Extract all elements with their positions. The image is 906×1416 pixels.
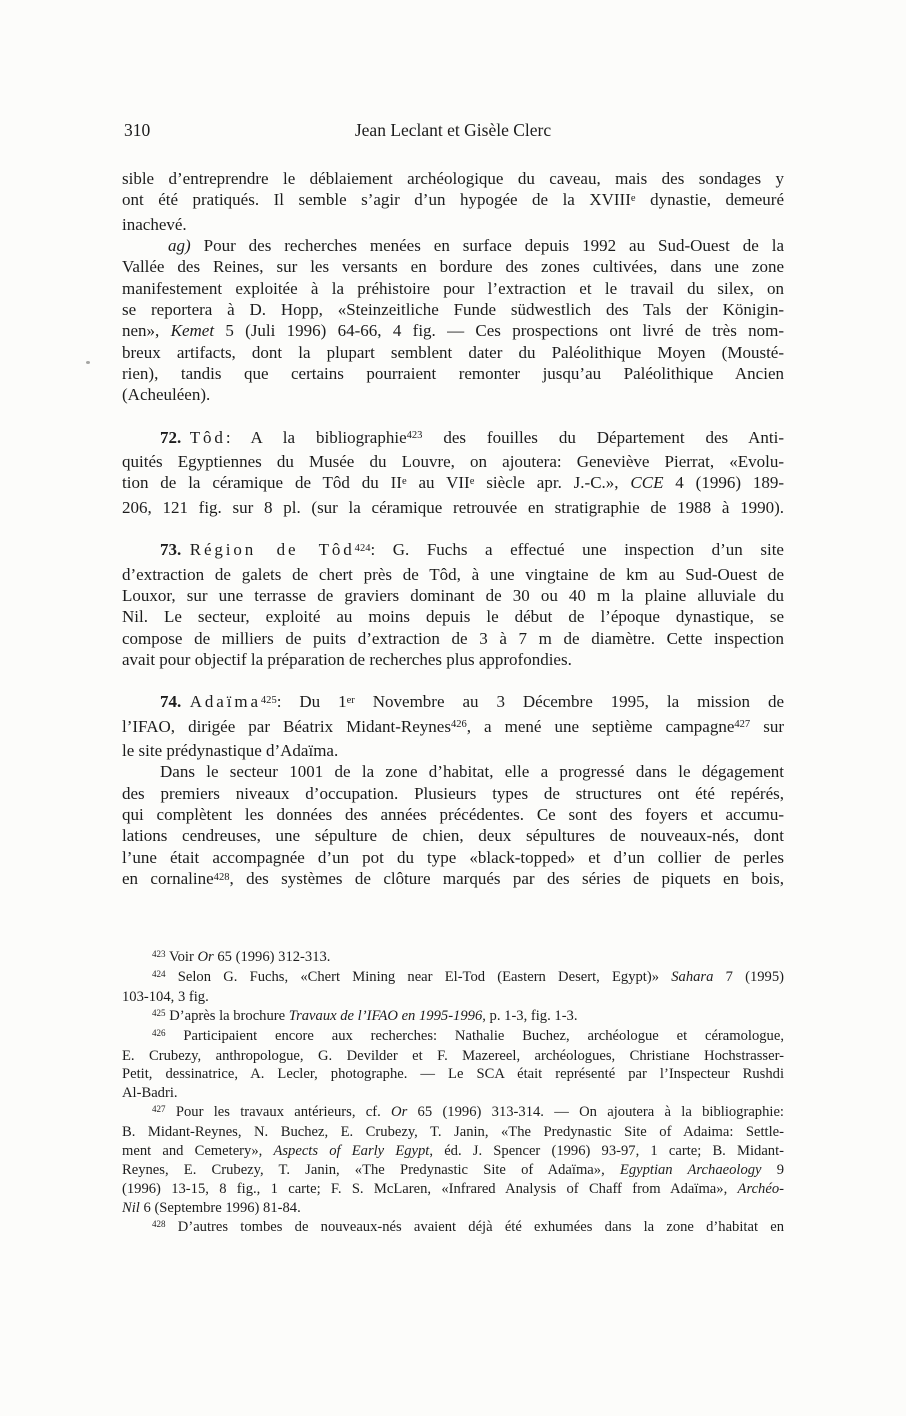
text-line: $^{427}$ Pour les travaux antérieurs, cf. Or 65 (1996) 313-314. — On ajoutera à la bibliographie: <box>152 1104 784 1121</box>
text-line: ment and Cemetery», Aspects of Early Egypt, éd. J. Spencer (1996) 93-97, 1 carte; B. Midant- <box>122 1143 785 1160</box>
text-line: manifestement exploitée à la préhistoire pour l’extraction et le travail du silex, on <box>122 278 784 298</box>
text-line: Petit, dessinatrice, A. Lecler, photographe. — Le SCA était représenté par l’Inspecteur Rushdi <box>122 1066 784 1083</box>
text-line: (1996) 13-15, 8 fig., 1 carte; F. S. McLaren, «Infrared Analysis of Chaff from Adaïma», Archéo- <box>122 1180 784 1197</box>
running-title: Jean Leclant et Gisèle Clerc <box>354 120 552 140</box>
text-line: des premiers niveaux d’occupation. Plusieurs types de structures ont été repérés, <box>122 783 784 803</box>
text-line: ont été pratiqués. Il semble s’agir d’un hypogée de la XVIIIe dynastie, demeuré <box>122 190 784 210</box>
paragraph-ag <box>122 235 784 406</box>
footnote-423 <box>122 948 784 968</box>
text-line: 73. Région de Tôd$^{424}$: G. Fuchs a effectué une inspection d’un site <box>160 540 784 560</box>
footnotes-block <box>122 948 784 1238</box>
text-line: d’extraction de galets de chert près de Tôd, à une vingtaine de km au Sud-Ouest de <box>122 564 784 584</box>
text-line: 206, 121 fig. sur 8 pl. (sur la céramique retrouvée en stratigraphie de 1988 à 1990). <box>122 497 784 517</box>
text-line: Dans le secteur 1001 de la zone d’habitat, elle a progressé dans le dégagement <box>160 762 784 782</box>
text-line: Al-Badri. <box>122 1085 178 1102</box>
footnote-427 <box>122 1103 784 1217</box>
footnote-426 <box>122 1027 784 1104</box>
text-line: $^{426}$ Participaient encore aux recherches: Nathalie Buchez, archéologue et céramologue, <box>152 1027 784 1044</box>
text-line: rien), tandis que certains pourraient remonter jusqu’au Paléolithique Ancien <box>122 364 784 384</box>
text-line: Nil 6 (Septembre 1996) 81-84. <box>122 1199 301 1216</box>
text-line: qui complètent les données des années précédentes. Ce sont des foyers et accumu- <box>122 804 784 824</box>
text-line: se reportera à D. Hopp, «Steinzeitliche Funde südwestlich des Tals der Königin- <box>122 300 784 320</box>
section-74 <box>122 691 784 761</box>
text-line: $^{428}$ D’autres tombes de nouveaux-nés avaient déjà été exhumées dans la zone d’habitat en <box>152 1218 784 1235</box>
text-line: avait pour objectif la préparation de recherches plus approfondies. <box>122 649 572 669</box>
text-line: le site prédynastique d’Adaïma. <box>122 740 339 760</box>
text-line: Louxor, sur une terrasse de graviers dominant de 30 ou 40 m la plaine alluviale du <box>122 585 784 605</box>
text-line: tion de la céramique de Tôd du IIe au VIIe siècle apr. J.-C.», CCE 4 (1996) 189- <box>122 473 784 493</box>
footnote-428 <box>122 1218 784 1238</box>
text-line: Nil. Le secteur, exploité au moins depuis le début de l’époque dynastique, se <box>122 607 784 627</box>
footnote-424 <box>122 968 784 1007</box>
text-line: inachevé. <box>122 214 187 234</box>
section-72 <box>122 427 784 518</box>
text-line: quités Egyptiennes du Musée du Louvre, on ajoutera: Geneviève Pierrat, «Evolu- <box>122 452 784 472</box>
text-line: l’IFAO, dirigée par Béatrix Midant-Reynes$^{426}$, a mené une septième campagne$^{427}$ sur <box>122 716 784 736</box>
text-line: $^{424}$ Selon G. Fuchs, «Chert Mining near El-Tod (Eastern Desert, Egypt)» Sahara 7 (1995) <box>152 968 784 985</box>
text-line: (Acheuléen). <box>122 385 211 405</box>
paragraph-continuation <box>122 168 784 235</box>
text-line: l’une était accompagnée d’un pot du type «black-topped» et d’un collier de perles <box>122 847 784 867</box>
running-header <box>122 120 784 141</box>
text-line: lations cendreuses, une sépulture de chien, deux sépultures de nouveaux-nés, dont <box>122 826 784 846</box>
text-line: en cornaline$^{428}$, des systèmes de clôture marqués par des séries de piquets en bois, <box>122 868 784 888</box>
text-line: breux artifacts, dont la plupart semblent dater du Paléolithique Moyen (Mousté- <box>122 342 784 362</box>
section-73 <box>122 539 784 670</box>
text-line: 74. Adaïma$^{425}$: Du 1er Novembre au 3 Décembre 1995, la mission de <box>160 692 785 712</box>
text-line: nen», Kemet 5 (Juli 1996) 64-66, 4 fig. — Ces prospections ont livré de très nom- <box>122 321 785 341</box>
text-line: Reynes, E. Crubezy, T. Janin, «The Predynastic Site of Adaïma», Egyptian Archaeology 9 <box>122 1161 784 1178</box>
footnote-425 <box>122 1007 784 1027</box>
text-line: $^{425}$ D’après la brochure Travaux de l’IFAO en 1995-1996, p. 1-3, fig. 1-3. <box>152 1007 578 1024</box>
body-text-block <box>122 168 784 892</box>
scan-speck-artifact <box>86 361 90 364</box>
text-line: compose de milliers de puits d’extraction de 3 à 7 m de diamètre. Cette inspection <box>122 628 784 648</box>
text-line: 103-104, 3 fig. <box>122 988 209 1005</box>
text-line: $^{423}$ Voir Or 65 (1996) 312-313. <box>152 949 331 965</box>
paragraph-sector-1001 <box>122 761 784 892</box>
text-line: sible d’entreprendre le déblaiement archéologique du caveau, mais des sondages y <box>122 169 784 188</box>
page-number: 310 <box>124 120 151 140</box>
text-line: E. Crubezy, anthropologue, G. Devilder et F. Mazereel, archéologues, Christiane Hochstrasser- <box>122 1047 784 1064</box>
text-line: ag) Pour des recherches menées en surface depuis 1992 au Sud-Ouest de la <box>168 236 784 256</box>
text-line: Vallée des Reines, sur les versants en bordure des zones cultivées, dans une zone <box>122 257 784 277</box>
text-line: B. Midant-Reynes, N. Buchez, E. Crubezy, T. Janin, «The Predynastic Site of Adaima: Settle- <box>122 1124 784 1141</box>
text-line: 72. Tôd: A la bibliographie$^{423}$ des fouilles du Département des Anti- <box>160 427 784 447</box>
